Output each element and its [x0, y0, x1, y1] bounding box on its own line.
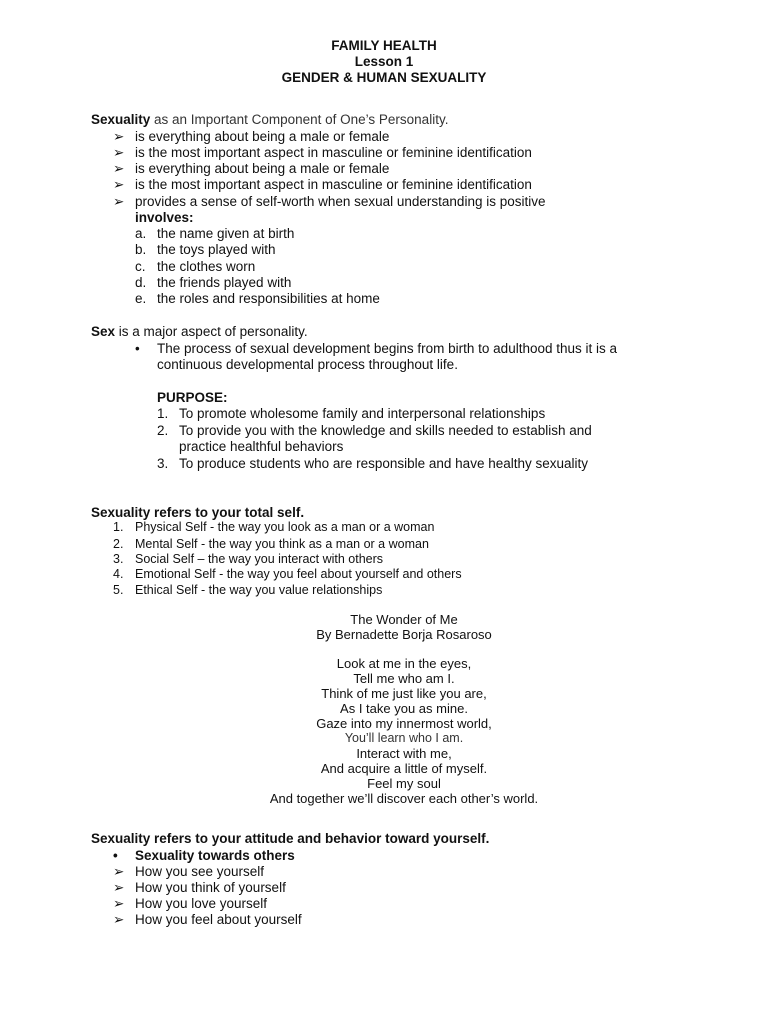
list-text: Ethical Self - the way you value relationships: [135, 583, 383, 597]
lesson-subtitle: GENDER & HUMAN SEXUALITY: [281, 70, 487, 85]
section3-heading: Sexuality refers to your total self.: [91, 505, 305, 520]
list-marker: 1.: [157, 406, 169, 421]
poem-line: As I take you as mine.: [340, 701, 468, 716]
section2-lead-rest: is a major aspect of personality.: [115, 324, 308, 339]
arrow-bullet-icon: ➢: [113, 880, 125, 895]
list-item: [113, 537, 429, 552]
list-text: the toys played with: [157, 242, 276, 257]
bullet-text: How you feel about yourself: [135, 912, 302, 927]
list-item: [113, 864, 264, 880]
list-marker: 2.: [113, 537, 124, 551]
list-item: [113, 520, 434, 535]
list-marker: 4.: [113, 567, 124, 581]
list-marker: b.: [135, 242, 147, 257]
list-item: [113, 848, 295, 864]
list-marker: 5.: [113, 583, 124, 597]
list-item: [113, 177, 532, 193]
list-text: To produce students who are responsible and have healthy sexuality: [179, 456, 589, 471]
list-marker: 1.: [113, 520, 124, 534]
poem-line: Feel my soul: [367, 776, 441, 791]
list-continuation: practice healthful behaviors: [179, 439, 344, 454]
bullet-text: How you love yourself: [135, 896, 268, 911]
list-item: [113, 129, 389, 145]
poem-title: The Wonder of Me: [350, 612, 458, 627]
list-item: [113, 552, 383, 567]
list-item: [113, 583, 382, 598]
arrow-bullet-icon: ➢: [113, 145, 125, 160]
list-item: [135, 275, 291, 291]
arrow-bullet-icon: ➢: [113, 161, 125, 176]
section1-lead-bold: Sexuality: [91, 112, 151, 127]
bullet-text: is the most important aspect in masculine or feminine identification: [135, 177, 532, 192]
list-marker: e.: [135, 291, 147, 306]
list-item: [135, 291, 380, 307]
bullet-text: is the most important aspect in masculine or feminine identification: [135, 145, 532, 160]
list-text: Physical Self - the way you look as a man or a woman: [135, 520, 435, 534]
list-item: [113, 161, 389, 177]
poem-line: You’ll learn who I am.: [344, 731, 464, 745]
section4-heading: Sexuality refers to your attitude and behavior toward yourself.: [91, 831, 490, 846]
poem-author: By Bernadette Borja Rosaroso: [316, 627, 492, 642]
involves-label: involves:: [135, 210, 194, 225]
list-item: [135, 341, 617, 357]
list-marker: a.: [135, 226, 147, 241]
list-text: the clothes worn: [157, 259, 256, 274]
document-header: [0, 38, 768, 86]
list-text: Mental Self - the way you think as a man or a woman: [135, 537, 429, 551]
section2-lead: [91, 324, 308, 340]
poem-line: And together we’ll discover each other’s world.: [269, 791, 539, 806]
list-item: [135, 226, 294, 242]
bullet-text: is everything about being a male or female: [135, 161, 390, 176]
list-item: [135, 259, 255, 275]
poem-line: Interact with me,: [356, 746, 452, 761]
poem-line: Tell me who am I.: [353, 671, 455, 686]
bullet-text: Sexuality towards others: [135, 848, 295, 863]
list-marker: d.: [135, 275, 147, 290]
bullet-text: is everything about being a male or female: [135, 129, 390, 144]
arrow-bullet-icon: ➢: [113, 129, 125, 144]
list-text: the roles and responsibilities at home: [157, 291, 380, 306]
list-marker: c.: [135, 259, 146, 274]
list-item: [113, 896, 267, 912]
list-item: [157, 423, 592, 439]
poem-line: Look at me in the eyes,: [336, 656, 472, 671]
list-marker: 3.: [157, 456, 169, 471]
list-item: [113, 912, 302, 928]
bullet-text: How you see yourself: [135, 864, 265, 879]
list-item: [135, 242, 276, 258]
bullet-text: provides a sense of self-worth when sexual understanding is positive: [135, 194, 546, 209]
poem-line: Gaze into my innermost world,: [316, 716, 492, 731]
doc-title: FAMILY HEALTH: [331, 38, 437, 53]
list-item: [157, 406, 545, 422]
list-item: [113, 880, 286, 896]
purpose-label: PURPOSE:: [157, 390, 228, 405]
arrow-bullet-icon: ➢: [113, 177, 125, 192]
list-item: [113, 194, 545, 210]
list-text: Social Self – the way you interact with others: [135, 552, 384, 566]
poem-line: And acquire a little of myself.: [320, 761, 488, 776]
list-text: To promote wholesome family and interpersonal relationships: [179, 406, 546, 421]
arrow-bullet-icon: ➢: [113, 194, 125, 209]
section2-lead-bold: Sex: [91, 324, 116, 339]
list-item: [113, 567, 462, 582]
dot-bullet-icon: •: [135, 341, 140, 356]
arrow-bullet-icon: ➢: [113, 912, 125, 927]
poem-line: Think of me just like you are,: [321, 686, 487, 701]
list-text: the friends played with: [157, 275, 292, 290]
list-marker: 2.: [157, 423, 169, 438]
list-marker: 3.: [113, 552, 124, 566]
list-item: [157, 456, 588, 472]
section1-lead: [91, 112, 448, 128]
lesson-label: Lesson 1: [354, 54, 414, 69]
arrow-bullet-icon: ➢: [113, 864, 125, 879]
bullet-text: The process of sexual development begins from birth to adulthood thus it is a: [157, 341, 618, 356]
list-text: Emotional Self - the way you feel about yourself and others: [135, 567, 462, 581]
arrow-bullet-icon: ➢: [113, 896, 125, 911]
section1-lead-rest: as an Important Component of One’s Personality.: [150, 112, 449, 127]
bullet-continuation: continuous developmental process throughout life.: [157, 357, 458, 372]
bullet-text: How you think of yourself: [135, 880, 286, 895]
list-text: To provide you with the knowledge and skills needed to establish and: [179, 423, 592, 438]
dot-bullet-icon: •: [113, 848, 118, 863]
list-text: the name given at birth: [157, 226, 295, 241]
list-item: [113, 145, 532, 161]
